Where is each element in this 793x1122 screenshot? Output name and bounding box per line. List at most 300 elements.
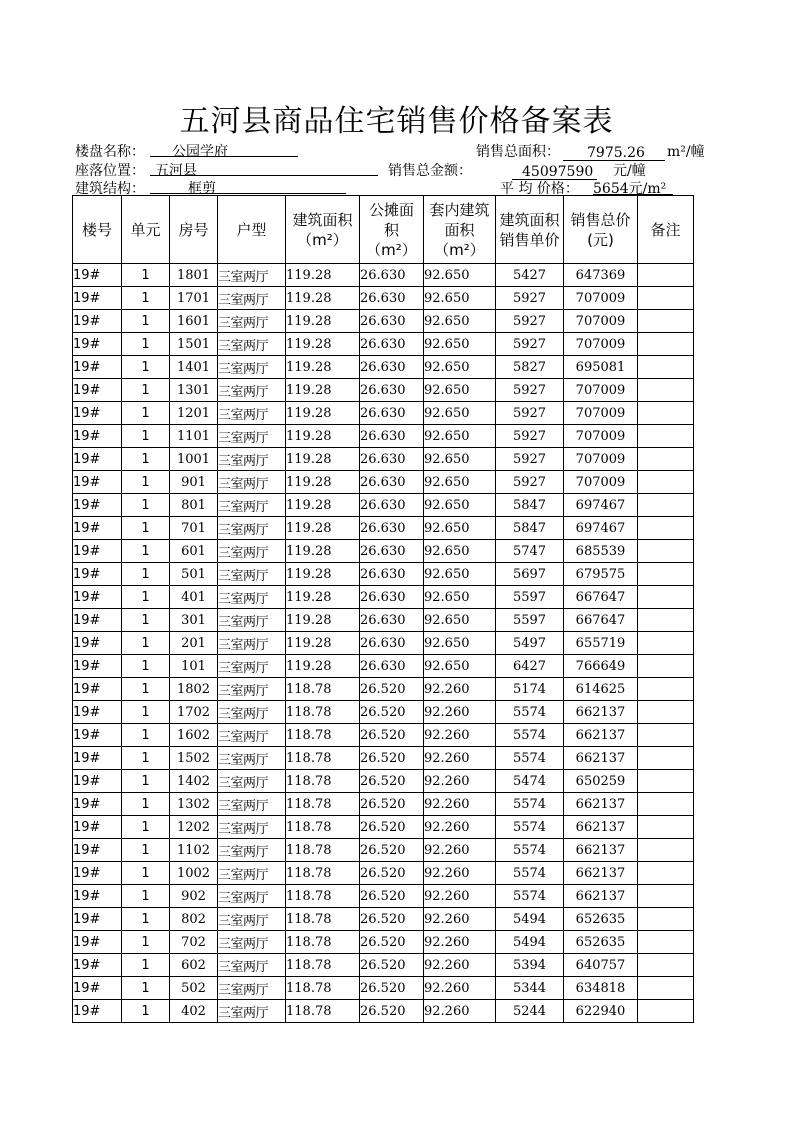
table-row	[73, 287, 694, 310]
cell-unit: 1	[122, 356, 170, 379]
cell-building: 19#	[73, 747, 122, 770]
avg-price-field	[593, 178, 673, 195]
cell-shared-area: 26.630	[360, 609, 424, 632]
cell-total-price: 614625	[564, 678, 638, 701]
cell-unit-price: 5574	[496, 747, 564, 770]
cell-shared-area: 26.520	[360, 701, 424, 724]
cell-floor-area: 119.28	[286, 586, 360, 609]
cell-layout: 三室两厅	[218, 494, 286, 517]
cell-building: 19#	[73, 816, 122, 839]
cell-room: 1501	[170, 333, 218, 356]
table-row	[73, 402, 694, 425]
cell-remarks	[638, 632, 694, 655]
cell-floor-area: 118.78	[286, 747, 360, 770]
cell-inner-area: 92.260	[424, 1000, 496, 1023]
cell-shared-area: 26.630	[360, 264, 424, 287]
cell-unit-price: 6427	[496, 655, 564, 678]
cell-total-price: 662137	[564, 747, 638, 770]
cell-inner-area: 92.650	[424, 494, 496, 517]
cell-building: 19#	[73, 402, 122, 425]
cell-shared-area: 26.520	[360, 862, 424, 885]
cell-remarks	[638, 885, 694, 908]
cell-layout: 三室两厅	[218, 425, 286, 448]
cell-shared-area: 26.520	[360, 885, 424, 908]
cell-room: 1201	[170, 402, 218, 425]
table-row	[73, 770, 694, 793]
cell-room: 1002	[170, 862, 218, 885]
cell-shared-area: 26.630	[360, 402, 424, 425]
cell-layout: 三室两厅	[218, 724, 286, 747]
table-row	[73, 540, 694, 563]
cell-unit: 1	[122, 816, 170, 839]
table-row	[73, 1000, 694, 1023]
cell-floor-area: 118.78	[286, 793, 360, 816]
cell-building: 19#	[73, 862, 122, 885]
table-row	[73, 609, 694, 632]
cell-remarks	[638, 724, 694, 747]
cell-building: 19#	[73, 931, 122, 954]
cell-remarks	[638, 287, 694, 310]
cell-layout: 三室两厅	[218, 310, 286, 333]
cell-remarks	[638, 678, 694, 701]
cell-unit-price: 5497	[496, 632, 564, 655]
cell-unit-price: 5574	[496, 839, 564, 862]
cell-shared-area: 26.630	[360, 494, 424, 517]
cell-unit: 1	[122, 494, 170, 517]
cell-remarks	[638, 770, 694, 793]
cell-building: 19#	[73, 885, 122, 908]
total-amount-field	[512, 160, 646, 180]
page-title: 五河县商品住宅销售价格备案表	[179, 104, 614, 139]
cell-total-price: 766649	[564, 655, 638, 678]
cell-unit: 1	[122, 287, 170, 310]
cell-total-price: 652635	[564, 931, 638, 954]
col-header-layout: 户型	[218, 196, 286, 264]
cell-layout: 三室两厅	[218, 379, 286, 402]
cell-room: 1502	[170, 747, 218, 770]
table-row	[73, 471, 694, 494]
table-row	[73, 379, 694, 402]
cell-unit: 1	[122, 471, 170, 494]
cell-building: 19#	[73, 793, 122, 816]
cell-inner-area: 92.650	[424, 632, 496, 655]
cell-room: 502	[170, 977, 218, 1000]
cell-room: 902	[170, 885, 218, 908]
cell-unit-price: 5747	[496, 540, 564, 563]
cell-layout: 三室两厅	[218, 333, 286, 356]
cell-total-price: 662137	[564, 816, 638, 839]
table-row	[73, 793, 694, 816]
cell-unit: 1	[122, 1000, 170, 1023]
cell-shared-area: 26.630	[360, 356, 424, 379]
structure-value: 框剪	[150, 178, 346, 194]
cell-layout: 三室两厅	[218, 1000, 286, 1023]
table-row	[73, 310, 694, 333]
cell-inner-area: 92.650	[424, 448, 496, 471]
cell-building: 19#	[73, 264, 122, 287]
cell-room: 602	[170, 954, 218, 977]
cell-layout: 三室两厅	[218, 586, 286, 609]
cell-shared-area: 26.630	[360, 379, 424, 402]
cell-total-price: 634818	[564, 977, 638, 1000]
cell-unit-price: 5847	[496, 517, 564, 540]
location-label: 座落位置：	[75, 163, 145, 179]
cell-floor-area: 119.28	[286, 609, 360, 632]
table-row	[73, 816, 694, 839]
table-row	[73, 977, 694, 1000]
table-row	[73, 632, 694, 655]
cell-room: 1301	[170, 379, 218, 402]
cell-shared-area: 26.630	[360, 425, 424, 448]
cell-unit: 1	[122, 379, 170, 402]
table-row	[73, 678, 694, 701]
cell-unit-price: 5494	[496, 908, 564, 931]
cell-unit: 1	[122, 310, 170, 333]
cell-unit: 1	[122, 908, 170, 931]
cell-layout: 三室两厅	[218, 678, 286, 701]
col-header-unit: 单元	[122, 196, 170, 264]
avg-price-value: 5654元/m²	[593, 178, 673, 195]
cell-floor-area: 119.28	[286, 379, 360, 402]
cell-unit: 1	[122, 517, 170, 540]
table-row	[73, 862, 694, 885]
cell-building: 19#	[73, 586, 122, 609]
table-row	[73, 954, 694, 977]
cell-shared-area: 26.520	[360, 678, 424, 701]
cell-total-price: 697467	[564, 517, 638, 540]
cell-unit: 1	[122, 655, 170, 678]
cell-remarks	[638, 333, 694, 356]
cell-floor-area: 118.78	[286, 701, 360, 724]
cell-remarks	[638, 517, 694, 540]
cell-unit-price: 5244	[496, 1000, 564, 1023]
cell-total-price: 695081	[564, 356, 638, 379]
cell-unit: 1	[122, 701, 170, 724]
cell-inner-area: 92.650	[424, 563, 496, 586]
table-row	[73, 563, 694, 586]
cell-room: 1701	[170, 287, 218, 310]
cell-remarks	[638, 931, 694, 954]
cell-layout: 三室两厅	[218, 931, 286, 954]
cell-total-price: 707009	[564, 333, 638, 356]
cell-layout: 三室两厅	[218, 908, 286, 931]
cell-room: 1101	[170, 425, 218, 448]
cell-shared-area: 26.520	[360, 839, 424, 862]
cell-building: 19#	[73, 540, 122, 563]
cell-layout: 三室两厅	[218, 747, 286, 770]
cell-unit-price: 5927	[496, 287, 564, 310]
cell-unit: 1	[122, 586, 170, 609]
cell-remarks	[638, 839, 694, 862]
cell-building: 19#	[73, 494, 122, 517]
cell-floor-area: 119.28	[286, 310, 360, 333]
cell-total-price: 707009	[564, 425, 638, 448]
cell-unit-price: 5174	[496, 678, 564, 701]
project-name-value: 公园学府	[150, 141, 298, 157]
location-field	[150, 160, 378, 179]
cell-inner-area: 92.650	[424, 655, 496, 678]
cell-inner-area: 92.650	[424, 540, 496, 563]
cell-unit: 1	[122, 333, 170, 356]
cell-room: 1302	[170, 793, 218, 816]
total-area-unit: m²/幢	[667, 144, 705, 160]
col-header-floor-area: 建筑面积（m²）	[286, 196, 360, 264]
cell-total-price: 622940	[564, 1000, 638, 1023]
cell-layout: 三室两厅	[218, 701, 286, 724]
cell-unit: 1	[122, 425, 170, 448]
cell-floor-area: 119.28	[286, 540, 360, 563]
cell-inner-area: 92.260	[424, 839, 496, 862]
cell-layout: 三室两厅	[218, 540, 286, 563]
cell-building: 19#	[73, 678, 122, 701]
cell-remarks	[638, 954, 694, 977]
cell-layout: 三室两厅	[218, 287, 286, 310]
cell-inner-area: 92.260	[424, 793, 496, 816]
cell-inner-area: 92.260	[424, 724, 496, 747]
cell-room: 702	[170, 931, 218, 954]
cell-layout: 三室两厅	[218, 517, 286, 540]
cell-total-price: 662137	[564, 839, 638, 862]
cell-layout: 三室两厅	[218, 632, 286, 655]
table-row	[73, 264, 694, 287]
table-header-row	[73, 196, 694, 264]
cell-shared-area: 26.630	[360, 287, 424, 310]
cell-floor-area: 119.28	[286, 494, 360, 517]
total-amount-value: 45097590	[512, 164, 597, 180]
cell-building: 19#	[73, 517, 122, 540]
cell-unit-price: 5827	[496, 356, 564, 379]
cell-unit-price: 5427	[496, 264, 564, 287]
cell-inner-area: 92.260	[424, 747, 496, 770]
cell-shared-area: 26.520	[360, 724, 424, 747]
cell-room: 101	[170, 655, 218, 678]
cell-layout: 三室两厅	[218, 655, 286, 678]
col-header-shared-area: 公摊面积（m²）	[360, 196, 424, 264]
cell-unit-price: 5494	[496, 931, 564, 954]
cell-room: 1402	[170, 770, 218, 793]
cell-building: 19#	[73, 1000, 122, 1023]
col-header-building: 楼号	[73, 196, 122, 264]
cell-room: 1001	[170, 448, 218, 471]
cell-shared-area: 26.520	[360, 977, 424, 1000]
cell-building: 19#	[73, 632, 122, 655]
cell-room: 201	[170, 632, 218, 655]
cell-inner-area: 92.650	[424, 287, 496, 310]
table-row	[73, 356, 694, 379]
cell-shared-area: 26.630	[360, 540, 424, 563]
cell-floor-area: 119.28	[286, 632, 360, 655]
cell-unit-price: 5394	[496, 954, 564, 977]
cell-room: 1401	[170, 356, 218, 379]
cell-floor-area: 118.78	[286, 977, 360, 1000]
cell-inner-area: 92.650	[424, 379, 496, 402]
cell-total-price: 652635	[564, 908, 638, 931]
cell-remarks	[638, 1000, 694, 1023]
project-name-label: 楼盘名称：	[75, 144, 145, 160]
cell-room: 401	[170, 586, 218, 609]
cell-unit: 1	[122, 540, 170, 563]
cell-building: 19#	[73, 724, 122, 747]
cell-total-price: 707009	[564, 287, 638, 310]
cell-unit-price: 5927	[496, 379, 564, 402]
cell-building: 19#	[73, 770, 122, 793]
cell-layout: 三室两厅	[218, 402, 286, 425]
cell-room: 1102	[170, 839, 218, 862]
cell-total-price: 650259	[564, 770, 638, 793]
cell-shared-area: 26.520	[360, 770, 424, 793]
cell-shared-area: 26.630	[360, 586, 424, 609]
cell-unit-price: 5574	[496, 701, 564, 724]
cell-total-price: 707009	[564, 310, 638, 333]
cell-building: 19#	[73, 609, 122, 632]
cell-remarks	[638, 425, 694, 448]
cell-floor-area: 118.78	[286, 839, 360, 862]
cell-remarks	[638, 356, 694, 379]
cell-floor-area: 119.28	[286, 471, 360, 494]
cell-room: 601	[170, 540, 218, 563]
cell-remarks	[638, 563, 694, 586]
cell-building: 19#	[73, 954, 122, 977]
cell-unit-price: 5927	[496, 333, 564, 356]
cell-inner-area: 92.650	[424, 471, 496, 494]
cell-shared-area: 26.630	[360, 448, 424, 471]
cell-inner-area: 92.260	[424, 770, 496, 793]
cell-remarks	[638, 747, 694, 770]
cell-layout: 三室两厅	[218, 885, 286, 908]
cell-unit-price: 5474	[496, 770, 564, 793]
cell-unit: 1	[122, 954, 170, 977]
cell-unit: 1	[122, 724, 170, 747]
cell-inner-area: 92.260	[424, 678, 496, 701]
cell-unit-price: 5597	[496, 586, 564, 609]
cell-total-price: 707009	[564, 402, 638, 425]
cell-total-price: 647369	[564, 264, 638, 287]
cell-floor-area: 119.28	[286, 448, 360, 471]
cell-floor-area: 119.28	[286, 264, 360, 287]
cell-layout: 三室两厅	[218, 977, 286, 1000]
cell-unit: 1	[122, 770, 170, 793]
table-row	[73, 494, 694, 517]
cell-unit: 1	[122, 977, 170, 1000]
cell-floor-area: 118.78	[286, 1000, 360, 1023]
cell-shared-area: 26.520	[360, 1000, 424, 1023]
cell-unit: 1	[122, 747, 170, 770]
cell-floor-area: 119.28	[286, 287, 360, 310]
cell-total-price: 697467	[564, 494, 638, 517]
cell-total-price: 685539	[564, 540, 638, 563]
table-row	[73, 701, 694, 724]
cell-remarks	[638, 816, 694, 839]
cell-inner-area: 92.260	[424, 954, 496, 977]
cell-remarks	[638, 310, 694, 333]
cell-remarks	[638, 540, 694, 563]
cell-inner-area: 92.260	[424, 977, 496, 1000]
cell-unit-price: 5344	[496, 977, 564, 1000]
cell-remarks	[638, 793, 694, 816]
cell-inner-area: 92.260	[424, 908, 496, 931]
cell-shared-area: 26.630	[360, 632, 424, 655]
cell-total-price: 655719	[564, 632, 638, 655]
total-area-value: 7975.26	[563, 145, 665, 161]
cell-building: 19#	[73, 908, 122, 931]
cell-inner-area: 92.260	[424, 862, 496, 885]
cell-unit: 1	[122, 402, 170, 425]
cell-unit: 1	[122, 264, 170, 287]
cell-remarks	[638, 977, 694, 1000]
table-row	[73, 655, 694, 678]
cell-building: 19#	[73, 356, 122, 379]
cell-building: 19#	[73, 425, 122, 448]
cell-total-price: 640757	[564, 954, 638, 977]
total-amount-label: 销售总金额：	[388, 163, 472, 179]
cell-building: 19#	[73, 471, 122, 494]
cell-inner-area: 92.650	[424, 586, 496, 609]
table-row	[73, 724, 694, 747]
cell-unit-price: 5927	[496, 448, 564, 471]
cell-layout: 三室两厅	[218, 356, 286, 379]
cell-unit: 1	[122, 632, 170, 655]
cell-unit-price: 5574	[496, 793, 564, 816]
cell-floor-area: 118.78	[286, 931, 360, 954]
cell-unit: 1	[122, 678, 170, 701]
cell-layout: 三室两厅	[218, 563, 286, 586]
cell-remarks	[638, 471, 694, 494]
table-row	[73, 333, 694, 356]
cell-unit-price: 5597	[496, 609, 564, 632]
total-area-field	[563, 141, 705, 161]
cell-building: 19#	[73, 448, 122, 471]
avg-price-label: 平 均 价格：	[500, 181, 579, 197]
cell-inner-area: 92.650	[424, 402, 496, 425]
cell-floor-area: 118.78	[286, 908, 360, 931]
cell-layout: 三室两厅	[218, 839, 286, 862]
cell-inner-area: 92.650	[424, 310, 496, 333]
table-row	[73, 931, 694, 954]
col-header-remarks: 备注	[638, 196, 694, 264]
cell-shared-area: 26.630	[360, 310, 424, 333]
cell-building: 19#	[73, 333, 122, 356]
cell-floor-area: 119.28	[286, 517, 360, 540]
cell-remarks	[638, 655, 694, 678]
cell-floor-area: 119.28	[286, 333, 360, 356]
cell-shared-area: 26.630	[360, 471, 424, 494]
cell-layout: 三室两厅	[218, 793, 286, 816]
cell-layout: 三室两厅	[218, 264, 286, 287]
col-header-total-price: 销售总价(元)	[564, 196, 638, 264]
cell-remarks	[638, 379, 694, 402]
cell-inner-area: 92.650	[424, 425, 496, 448]
cell-unit-price: 5927	[496, 471, 564, 494]
cell-shared-area: 26.520	[360, 816, 424, 839]
cell-unit: 1	[122, 609, 170, 632]
cell-total-price: 707009	[564, 471, 638, 494]
cell-inner-area: 92.650	[424, 333, 496, 356]
cell-building: 19#	[73, 839, 122, 862]
cell-room: 1602	[170, 724, 218, 747]
price-table	[72, 195, 694, 1023]
project-name-field	[150, 141, 298, 160]
cell-floor-area: 119.28	[286, 655, 360, 678]
cell-remarks	[638, 402, 694, 425]
cell-room: 301	[170, 609, 218, 632]
cell-shared-area: 26.630	[360, 517, 424, 540]
cell-inner-area: 92.650	[424, 264, 496, 287]
cell-room: 802	[170, 908, 218, 931]
cell-room: 1801	[170, 264, 218, 287]
cell-remarks	[638, 586, 694, 609]
cell-layout: 三室两厅	[218, 770, 286, 793]
cell-room: 701	[170, 517, 218, 540]
